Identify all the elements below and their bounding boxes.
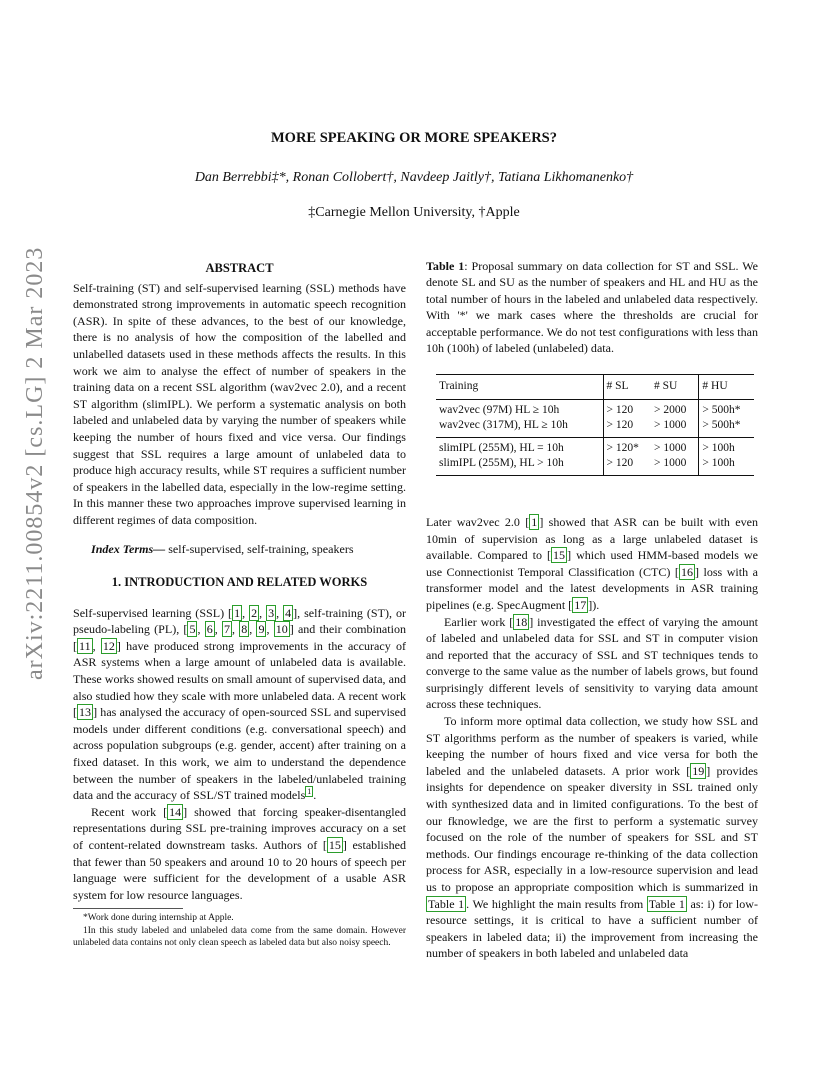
abstract-heading: ABSTRACT bbox=[205, 261, 274, 275]
table-cell: wav2vec (97M) HL ≥ 10h bbox=[439, 403, 560, 416]
table-cell: > 120 bbox=[603, 418, 651, 437]
table-row bbox=[436, 418, 754, 437]
table-cell: > 100h bbox=[699, 456, 754, 475]
right-paragraph-2 bbox=[426, 614, 758, 714]
text-run: Later wav2vec 2.0 [ bbox=[426, 514, 530, 529]
abstract-text: Self-training (ST) and self-supervised learning (SSL) methods have demonstrated strong improvements in automatic speech recognition (ASR). In spite of these advances, to the best of our knowledge, there is no analysis of how the composition of the labelled and unlabelled datasets used in these methods affects the results. In this work we aim to analyse the effect of number of speakers in the training data on a recent SSL algorithm (wav2vec 2.0), and a recent ST algorithm (slimIPL). We perform a systematic analysis on both labeled and unlabeled data by varying the number of speakers while keeping the number of hours fixed and vice versa. Our findings suggest that SSL requires a large amount of unlabeled data to produce high accuracy results, while ST requires a sufficient number of speakers in the labelled data, especially in the low-regime setting. In this manner these two approaches improve supervised learning in different regimes of data composition. bbox=[73, 280, 406, 527]
citation-link[interactable]: 17 bbox=[574, 597, 587, 612]
citation-link[interactable]: 15 bbox=[553, 548, 566, 563]
citation-link[interactable]: 1 bbox=[234, 605, 241, 620]
text-run: ] loss with a transformer model and the latest developments in ASR training pipelines (e.g. SpecAugment [ bbox=[426, 564, 758, 612]
text-run: ]). bbox=[588, 597, 600, 612]
citation-link[interactable]: 13 bbox=[79, 705, 92, 720]
table-caption bbox=[426, 258, 758, 356]
text-run: Self-supervised learning (SSL) [ bbox=[73, 605, 233, 620]
footnote-link[interactable]: 1 bbox=[307, 787, 312, 797]
right-column bbox=[426, 258, 758, 962]
table-cell: > 1000 bbox=[653, 441, 687, 454]
citation-link[interactable]: 4 bbox=[285, 605, 292, 620]
right-paragraph-1 bbox=[426, 514, 758, 614]
table-cell: > 500h* bbox=[699, 399, 754, 418]
table-link[interactable]: Table 1 bbox=[428, 896, 465, 911]
footnote-star: *Work done during internship at Apple. bbox=[83, 913, 234, 924]
table-cell: > 2000 bbox=[653, 403, 687, 416]
table-header-cell: # SU bbox=[653, 380, 678, 393]
paper-title: MORE SPEAKING OR MORE SPEAKERS? bbox=[271, 130, 557, 146]
author-list: Dan Berrebbi‡*, Ronan Collobert†, Navdeep Jaitly†, Tatiana Likhomanenko† bbox=[194, 170, 634, 185]
footnote-divider bbox=[73, 908, 183, 909]
table-cell: > 500h* bbox=[699, 418, 754, 437]
index-terms bbox=[73, 541, 406, 558]
intro-paragraph-1: Self-supervised learning (SSL) [ 1 , 2 , 3 , 4 ], self-training (ST), or pseudo-labeling (PL), [ 5 , 6 , 7 , 8 , 9 , 10 ] and their combination [ 11 , 12 ] have produced strong improvements in the accuracy of ASR systems when a large amount of unlabeled data is available. These works showed results on small amount of supervised data, and also studied how they scale with more unlabeled data. A recent work [ 13 ] has analysed the accuracy of open-sourced SSL and supervised models under different conditions (e.g. conversational speech) and across population subgroups (e.g. gender, accent) after training on a fixed dataset. In this work, we aim to understand the dependence between the number of speakers in the labeled/unlabeled training data and the accuracy of SSL/ST trained models $^1$ . bbox=[73, 605, 407, 803]
text-run: ] investigated the effect of varying the amount of labeled and unlabeled data for SSL and ST in computer vision and reported that the accuracy of SSL and ST techniques tends to converge to the same value as the number of labels grows, but found surprisingly different levels of sensitivity to varying data amount across these techniques. bbox=[426, 614, 758, 712]
footnote-1: 1In this study labeled and unlabeled data come from the same domain. However unlabeled data contains not only clean speech as labeled data but also noisy speech. bbox=[73, 925, 406, 948]
table-row bbox=[436, 399, 754, 418]
citation-link[interactable]: 15 bbox=[328, 838, 341, 852]
table-link[interactable]: Table 1 bbox=[648, 896, 685, 911]
citation-link[interactable]: 7 bbox=[223, 622, 230, 637]
citation-link[interactable]: 9 bbox=[258, 622, 265, 637]
citation-link[interactable]: 14 bbox=[169, 804, 182, 819]
table-caption-text: : Proposal summary on data collection for ST and SSL. We denote SL and SU as the number of speakers and HL and HU as the total number of hours in the labeled and unlabeled data respectively. With '*' we mark cases where the thresholds are crucial for acceptable performance. We do not test configurations with less than 10h (100h) of labeled (unlabeled) data. bbox=[426, 259, 758, 356]
table-cell: > 1000 bbox=[653, 457, 687, 470]
citation-link[interactable]: 10 bbox=[275, 622, 288, 637]
table-row bbox=[436, 437, 754, 456]
arxiv-identifier: arXiv:2211.00854v2 [cs.LG] 2 Mar 2023 bbox=[22, 246, 48, 680]
text-run: ] showed that forcing speaker-disentangled representations during SSL pre-training improves accuracy on a set of content-related downstream tasks. Authors of [ bbox=[73, 804, 406, 852]
citation-link[interactable]: 2 bbox=[251, 605, 258, 620]
citation-link[interactable]: 18 bbox=[515, 614, 528, 629]
text-run: ] and their combination [ bbox=[73, 622, 407, 653]
affiliations: ‡Carnegie Mellon University, †Apple bbox=[308, 205, 520, 220]
text-run: as: i) for low-resource settings, it is critical to have a sufficient number of speakers in labeled data; ii) the improvement from increasing the number of speakers in both labeled and unlabeled data bbox=[426, 896, 759, 961]
text-run: ] established that fewer than 50 speakers and around 10 to 20 hours of speech per language were sufficient for the development of a usable ASR system for low resource languages. bbox=[73, 838, 406, 902]
table-row bbox=[436, 456, 754, 475]
table-cell: > 100h bbox=[699, 437, 754, 456]
table-header-cell: # SL bbox=[603, 375, 651, 400]
text-run: ], self-training (ST), or pseudo-labeling (PL), [ bbox=[73, 605, 406, 637]
citation-link[interactable]: 19 bbox=[692, 763, 705, 778]
citation-link[interactable]: 5 bbox=[189, 622, 196, 637]
table-cell: > 120 bbox=[603, 456, 651, 475]
text-run: . bbox=[313, 788, 317, 803]
table-caption-label: Table 1 bbox=[426, 259, 465, 273]
text-run: Recent work [ bbox=[91, 804, 168, 819]
table-cell: > 1000 bbox=[653, 419, 687, 432]
intro-paragraph-2 bbox=[73, 804, 406, 904]
left-column bbox=[73, 260, 406, 949]
citation-link[interactable]: 16 bbox=[680, 564, 693, 579]
citation-link[interactable]: 11 bbox=[79, 638, 91, 653]
table-header-cell: Training bbox=[439, 380, 479, 393]
table-header-cell: # HU bbox=[699, 375, 754, 400]
text-run: ] showed that ASR can be built with even 10min of supervision as long as a large unlabeled dataset is available. Compared to [ bbox=[426, 514, 758, 563]
citation-link[interactable]: 8 bbox=[241, 622, 248, 637]
table-cell: wav2vec (317M), HL ≥ 10h bbox=[439, 419, 568, 432]
table-cell: > 120* bbox=[603, 437, 651, 456]
citation-link[interactable]: 3 bbox=[268, 605, 275, 620]
citation-link[interactable]: 12 bbox=[102, 638, 115, 653]
table-cell: slimIPL (255M), HL = 10h bbox=[439, 441, 564, 454]
table-cell: slimIPL (255M), HL > 10h bbox=[439, 457, 564, 470]
section-heading-introduction: 1. INTRODUCTION AND RELATED WORKS bbox=[111, 575, 368, 590]
text-run: ] has analysed the accuracy of open-sourced SSL and supervised models under different conditions (e.g. conversational speech) and across population subgroups (e.g. gender, accent) after training on a fixed dataset. In this work, we aim to understand the dependence between the number of speakers in the labeled/unlabeled training data and the accuracy of SSL/ST trained models bbox=[73, 705, 406, 803]
text-run: ] have produced strong improvements in the accuracy of ASR systems when a large amount of unlabeled data is available. These works showed results on small amount of supervised data, and also studied how they scale with more unlabeled data. A recent work [ bbox=[73, 638, 406, 720]
index-terms-label: Index Terms— bbox=[91, 541, 166, 556]
index-terms-text: self-supervised, self-training, speakers bbox=[168, 541, 354, 556]
table-header-row bbox=[436, 375, 754, 400]
text-run: Earlier work [ bbox=[444, 614, 514, 629]
text-run: ] which used HMM-based models we use Connectionist Temporal Classification (CTC) [ bbox=[426, 548, 758, 579]
right-paragraph-3 bbox=[426, 713, 758, 962]
citation-link[interactable]: 1 bbox=[531, 514, 538, 529]
text-run: ] provides insights for dependence on speaker diversity in SSL trained only with synthesized data and in limited configurations. To the best of our fknowledge, we are the first to perform a systematic survey focused on the role of the number of speakers for SSL and ST methods. Our findings encourage re-thinking of the data collection process for ASR, especially in a low-resource supervision and lead us to propose an appropriate composition which is summarized in bbox=[426, 763, 758, 894]
citation-link[interactable]: 6 bbox=[206, 622, 213, 637]
text-run: . We highlight the main results from bbox=[466, 896, 647, 911]
table-cell: > 120 bbox=[603, 399, 651, 418]
text-run: To inform more optimal data collection, we study how SSL and ST algorithms perform as the number of speakers is varied, while keeping the number of hours fixed and vice versa for both the labeled and the unlabeled datasets. A prior work [ bbox=[426, 714, 758, 778]
data-collection-table bbox=[436, 374, 754, 476]
